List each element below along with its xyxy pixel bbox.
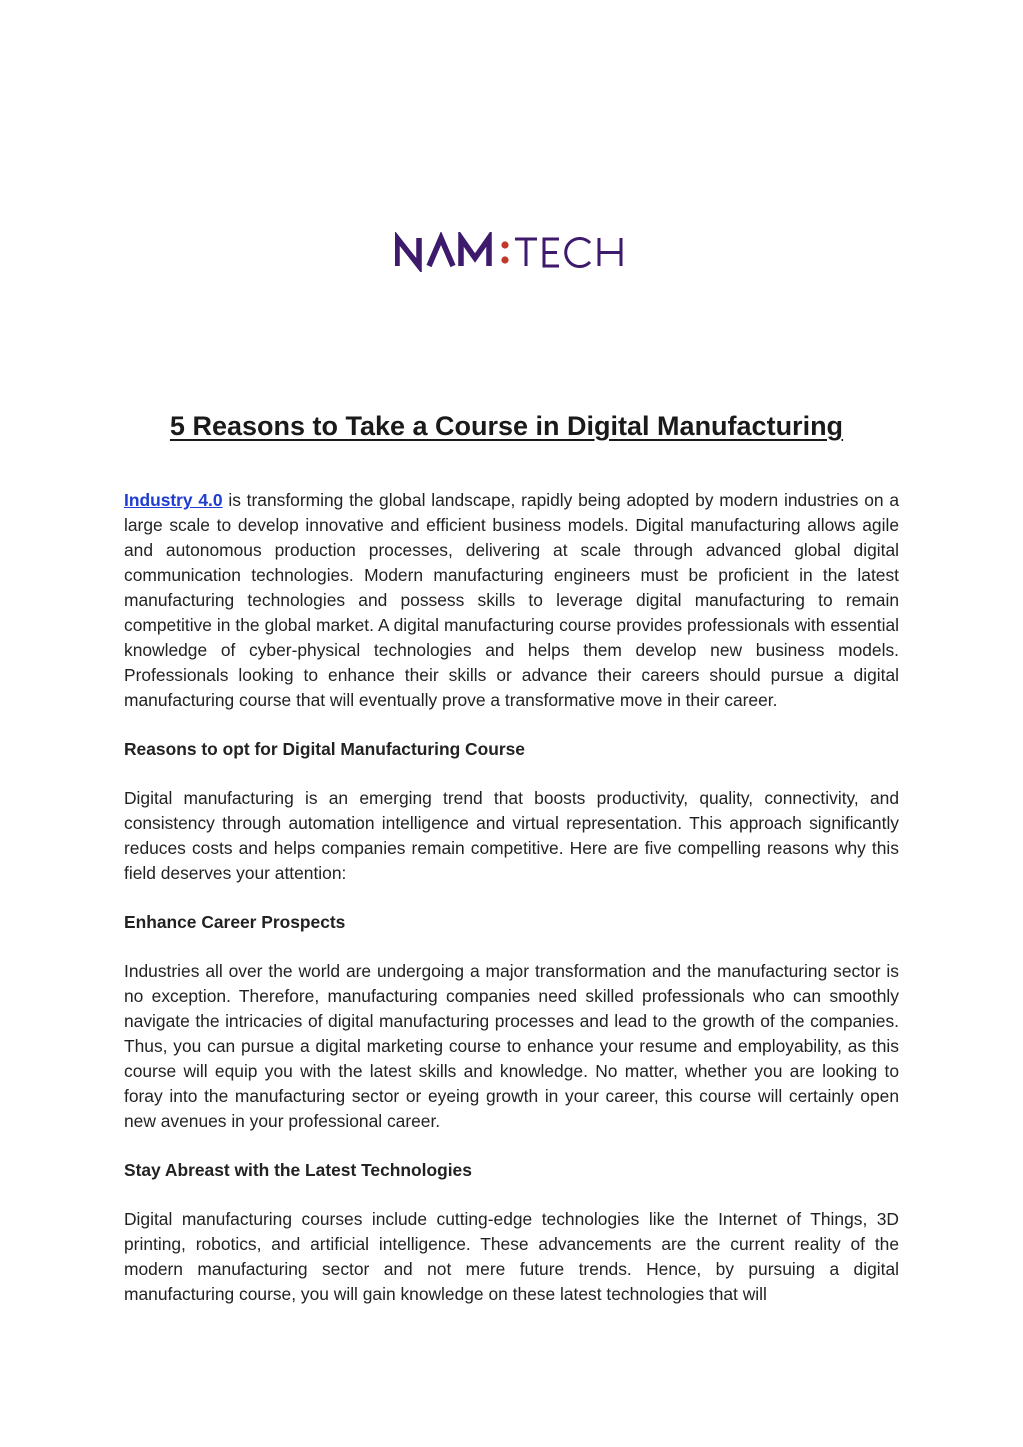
section-heading: Enhance Career Prospects — [124, 912, 346, 932]
article — [124, 404, 899, 1331]
section-heading: Stay Abreast with the Latest Technologies — [124, 1160, 472, 1180]
section-heading: Reasons to opt for Digital Manufacturing Course — [124, 739, 525, 759]
intro-text: is transforming the global landscape, rapidly being adopted by modern industries on a large scale to develop innovative and efficient business models. Digital manufacturing allows agile and autonomous production processes, delivering at scale through advanced global digital communication technologies. Modern manufacturing engineers must be proficient in the latest manufacturing technologies and possess skills to leverage digital manufacturing to remain competitive in the global market. A digital manufacturing course provides professionals with essential knowledge of cyber-physical technologies and helps them develop new business models. Professionals looking to enhance their skills or advance their careers should pursue a digital manufacturing course that will eventually prove a transformative move in their career. — [124, 490, 899, 710]
industry-4-link[interactable]: Industry 4.0 — [124, 490, 223, 510]
section-body: Industries all over the world are undergoing a major transformation and the manufacturing sector is no exception. Therefore, manufacturing companies need skilled professionals who can smoothly navigate the intricacies of digital manufacturing processes and lead to the growth of the companies. Thus, you can pursue a digital marketing course to enhance your resume and employability, as this course will equip you with the latest skills and knowledge. No matter, whether you are looking to foray into the manufacturing sector or eyeing growth in your career, this course will certainly open new avenues in your professional career. — [124, 961, 899, 1131]
page-title: 5 Reasons to Take a Course in Digital Manufacturing — [169, 411, 844, 441]
intro-paragraph — [124, 488, 899, 713]
section-body: Digital manufacturing courses include cutting-edge technologies like the Internet of Things, 3D printing, robotics, and artificial intelligence. These advancements are the current reality of the modern manufacturing sector and not mere future trends. Hence, by pursuing a digital manufacturing course, you will gain knowledge on these latest technologies that will — [124, 1209, 899, 1304]
section-body: Digital manufacturing is an emerging trend that boosts productivity, quality, connectivity, and consistency through automation intelligence and virtual representation. This approach significantly reduces costs and helps companies remain competitive. Here are five compelling reasons why this field deserves your attention: — [124, 788, 899, 883]
namtech-logo-icon — [395, 232, 627, 272]
namtech-logo — [395, 232, 627, 272]
